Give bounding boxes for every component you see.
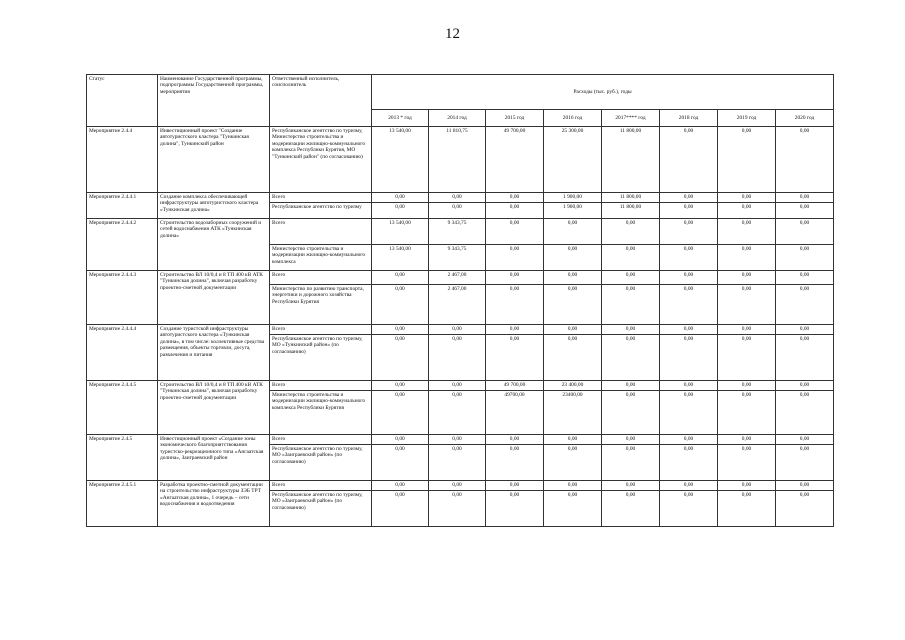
cell-value: 0,00 — [429, 481, 486, 491]
cell-executor: Всего — [270, 325, 372, 335]
cell-value: 0,00 — [602, 435, 660, 445]
cell-value: 0,00 — [544, 325, 602, 335]
table-row — [87, 381, 834, 391]
cell-value: 0,00 — [660, 203, 718, 219]
cell-value: 0,00 — [429, 491, 486, 527]
cell-value: 0,00 — [429, 325, 486, 335]
cell-value: 0,00 — [544, 481, 602, 491]
cell-name: Строительство ВЛ 10/0,4 и 8 ТП 400 кВ АТК "Тункинская долина", включая разработку проектно-сметной документации — [158, 381, 270, 435]
cell-status: Мероприятие 2.4.4 — [87, 127, 158, 193]
cell-executor: Министерство строительства и модернизации жилищно-коммунального комплекса Республики Бурятия — [270, 391, 372, 435]
cell-value: 0,00 — [602, 271, 660, 285]
cell-value: 0,00 — [718, 271, 776, 285]
cell-value: 0,00 — [718, 391, 776, 435]
cell-value: 0,00 — [776, 391, 834, 435]
table-row — [87, 127, 834, 193]
page-number: 12 — [445, 26, 460, 42]
cell-value: 0,00 — [660, 325, 718, 335]
budget-table — [86, 74, 834, 527]
cell-value: 2 467,00 — [429, 271, 486, 285]
cell-value: 0,00 — [718, 219, 776, 245]
cell-executor: Республиканское агентство по туризму — [270, 203, 372, 219]
cell-value: 0,00 — [718, 325, 776, 335]
cell-value: 11 800,00 — [602, 193, 660, 203]
cell-value: 0,00 — [718, 127, 776, 193]
cell-executor: Всего — [270, 381, 372, 391]
cell-value: 0,00 — [486, 245, 544, 271]
cell-value: 0,00 — [660, 193, 718, 203]
table-row — [87, 193, 834, 203]
cell-value: 0,00 — [486, 193, 544, 203]
cell-value: 0,00 — [776, 481, 834, 491]
cell-executor: Республиканское агентство по туризму, МО «Заиграевский район» (по согласованию) — [270, 445, 372, 481]
cell-value: 0,00 — [544, 445, 602, 481]
cell-value: 11 800,00 — [602, 127, 660, 193]
table-row — [87, 435, 834, 445]
cell-value: 0,00 — [602, 481, 660, 491]
cell-value: 0,00 — [372, 193, 429, 203]
cell-executor: Республиканское агентство по туризму, МО «Тункинский район» (по согласованию) — [270, 335, 372, 381]
cell-name: Строительство водозаборных сооружений и сетей водоснабжения АТК «Тункинская долина» — [158, 219, 270, 271]
header-executor: Ответственный исполнитель, соисполнитель — [270, 75, 372, 127]
table-row — [87, 271, 834, 285]
cell-value: 0,00 — [372, 435, 429, 445]
cell-value: 0,00 — [660, 481, 718, 491]
cell-value: 13 540,00 — [372, 245, 429, 271]
cell-value: 0,00 — [429, 381, 486, 391]
cell-value: 0,00 — [718, 435, 776, 445]
cell-value: 0,00 — [660, 271, 718, 285]
header-expenses: Расходы (тыс. руб.), годы — [372, 75, 834, 110]
cell-value: 0,00 — [602, 285, 660, 325]
cell-status: Мероприятие 2.4.5 — [87, 435, 158, 481]
cell-value: 0,00 — [486, 491, 544, 527]
cell-executor: Всего — [270, 193, 372, 203]
cell-value: 0,00 — [718, 203, 776, 219]
cell-value: 0,00 — [602, 219, 660, 245]
cell-value: 0,00 — [544, 335, 602, 381]
cell-value: 0,00 — [544, 491, 602, 527]
cell-status: Мероприятие 2.4.4.5 — [87, 381, 158, 435]
header-year: 2017**** год — [602, 110, 660, 127]
cell-value: 9 343,75 — [429, 245, 486, 271]
cell-value: 0,00 — [776, 381, 834, 391]
cell-value: 0,00 — [372, 203, 429, 219]
cell-value: 11 810,75 — [429, 127, 486, 193]
header-year: 2014 год — [429, 110, 486, 127]
cell-value: 49 700,00 — [486, 127, 544, 193]
cell-value: 0,00 — [486, 203, 544, 219]
cell-name: Разработка проектно-сметной документации на строительство инфраструктуры ЗЭБ ТРТ «Ангаатская долина», 1 очередь – сети водоснабжения и водоотведения — [158, 481, 270, 527]
cell-value: 0,00 — [372, 271, 429, 285]
cell-value: 0,00 — [718, 491, 776, 527]
cell-value: 0,00 — [429, 335, 486, 381]
cell-executor: Всего — [270, 481, 372, 491]
cell-name: Создание туристской инфраструктуры автотуристского кластера «Тункинская долина», в том числе: коллективные средства размещения, объекты торговли, досуга, развлечения и питания — [158, 325, 270, 381]
cell-value: 0,00 — [776, 335, 834, 381]
cell-executor: Всего — [270, 271, 372, 285]
cell-value: 0,00 — [718, 445, 776, 481]
cell-value: 0,00 — [660, 335, 718, 381]
cell-status: Мероприятие 2.4.5.1 — [87, 481, 158, 527]
cell-value: 2 467,00 — [429, 285, 486, 325]
table-row — [87, 481, 834, 491]
header-year: 2020 год — [776, 110, 834, 127]
cell-value: 0,00 — [429, 391, 486, 435]
header-year: 2016 год — [544, 110, 602, 127]
cell-value: 0,00 — [486, 285, 544, 325]
cell-value: 0,00 — [718, 381, 776, 391]
cell-value: 0,00 — [602, 245, 660, 271]
cell-value: 0,00 — [544, 245, 602, 271]
cell-status: Мероприятие 2.4.4.2 — [87, 219, 158, 271]
cell-value: 0,00 — [372, 445, 429, 481]
cell-value: 0,00 — [602, 335, 660, 381]
cell-value: 0,00 — [776, 491, 834, 527]
header-year: 2019 год — [718, 110, 776, 127]
cell-value: 0,00 — [429, 445, 486, 481]
cell-executor: Министерство строительства и модернизации жилищно-коммунального комплекса — [270, 245, 372, 271]
cell-value: 0,00 — [602, 391, 660, 435]
cell-value: 25 300,00 — [544, 127, 602, 193]
cell-value: 23400,00 — [544, 391, 602, 435]
cell-value: 0,00 — [486, 335, 544, 381]
cell-value: 0,00 — [544, 285, 602, 325]
cell-value: 0,00 — [429, 435, 486, 445]
header-year: 2018 год — [660, 110, 718, 127]
cell-value: 11 800,00 — [602, 203, 660, 219]
cell-value: 0,00 — [486, 219, 544, 245]
cell-status: Мероприятие 2.4.4.4 — [87, 325, 158, 381]
cell-value: 0,00 — [602, 491, 660, 527]
cell-name: Инвестиционный проект «Создание зоны экономического благоприятствования туристско-рекреационного типа «Ангаатская долина», Заиграевский район — [158, 435, 270, 481]
cell-value: 0,00 — [602, 325, 660, 335]
cell-value: 49700,00 — [486, 391, 544, 435]
cell-value: 0,00 — [486, 271, 544, 285]
cell-value: 23 400,00 — [544, 381, 602, 391]
cell-value: 0,00 — [660, 381, 718, 391]
cell-name: Инвестиционный проект "Создание автотуристского кластера "Тункинская долина", Тункинский район — [158, 127, 270, 193]
cell-value: 0,00 — [776, 271, 834, 285]
header-name: Наименование Государственной программы, подпрограммы Государственной программы, мероприятия — [158, 75, 270, 127]
cell-value: 0,00 — [372, 491, 429, 527]
cell-value: 0,00 — [718, 193, 776, 203]
cell-executor: Республиканское агентство по туризму, МО «Заиграевский район» (по согласованию) — [270, 491, 372, 527]
cell-value: 49 700,00 — [486, 381, 544, 391]
table-row — [87, 219, 834, 245]
cell-value: 1 900,00 — [544, 203, 602, 219]
cell-value: 0,00 — [776, 127, 834, 193]
cell-executor: Республиканское агентство по туризму, Министерство строительства и модернизации жилищно-коммунального комплекса Республики Бурятия, МО "Тункинский район" (по согласованию) — [270, 127, 372, 193]
cell-value: 0,00 — [544, 271, 602, 285]
cell-value: 0,00 — [660, 127, 718, 193]
cell-value: 0,00 — [429, 203, 486, 219]
cell-value: 0,00 — [372, 325, 429, 335]
cell-value: 0,00 — [660, 245, 718, 271]
header-year: 2013 * год — [372, 110, 429, 127]
cell-value: 0,00 — [718, 285, 776, 325]
cell-value: 0,00 — [776, 435, 834, 445]
cell-value: 0,00 — [372, 335, 429, 381]
cell-value: 0,00 — [660, 491, 718, 527]
cell-value: 0,00 — [372, 481, 429, 491]
cell-name: Создание комплекса обеспечивающей инфраструктуры автотуристского кластера «Тункинская долина» — [158, 193, 270, 219]
cell-value: 0,00 — [544, 435, 602, 445]
cell-status: Мероприятие 2.4.4.1 — [87, 193, 158, 219]
cell-value: 0,00 — [660, 391, 718, 435]
table-body — [87, 127, 834, 527]
cell-value: 0,00 — [486, 445, 544, 481]
cell-value: 0,00 — [429, 193, 486, 203]
cell-value: 0,00 — [486, 435, 544, 445]
cell-value: 0,00 — [486, 481, 544, 491]
cell-value: 0,00 — [660, 285, 718, 325]
cell-value: 0,00 — [718, 245, 776, 271]
cell-value: 0,00 — [602, 445, 660, 481]
cell-value: 9 343,75 — [429, 219, 486, 245]
cell-value: 0,00 — [776, 325, 834, 335]
cell-executor: Всего — [270, 435, 372, 445]
cell-value: 13 540,00 — [372, 127, 429, 193]
cell-value: 0,00 — [372, 285, 429, 325]
cell-value: 0,00 — [602, 381, 660, 391]
header-status: Статус — [87, 75, 158, 127]
cell-name: Строительство ВЛ 10/0,4 и 8 ТП 400 кВ АТК "Тункинская долина", включая разработку проектно-сметной документации — [158, 271, 270, 325]
cell-value: 0,00 — [718, 481, 776, 491]
cell-executor: Министерство по развитию транспорта, энергетики и дорожного хозяйства Республики Бурятия — [270, 285, 372, 325]
table-row — [87, 325, 834, 335]
cell-value: 0,00 — [660, 219, 718, 245]
cell-executor: Всего — [270, 219, 372, 245]
cell-value: 0,00 — [660, 435, 718, 445]
cell-value: 13 540,00 — [372, 219, 429, 245]
cell-value: 0,00 — [718, 335, 776, 381]
cell-value: 0,00 — [776, 245, 834, 271]
cell-value: 0,00 — [776, 219, 834, 245]
cell-value: 0,00 — [776, 285, 834, 325]
header-year: 2015 год — [486, 110, 544, 127]
cell-value: 0,00 — [372, 391, 429, 435]
cell-value: 0,00 — [372, 381, 429, 391]
cell-value: 0,00 — [660, 445, 718, 481]
cell-value: 0,00 — [544, 219, 602, 245]
cell-status: Мероприятие 2.4.4.3 — [87, 271, 158, 325]
cell-value: 0,00 — [776, 203, 834, 219]
cell-value: 1 900,00 — [544, 193, 602, 203]
cell-value: 0,00 — [776, 445, 834, 481]
cell-value: 0,00 — [776, 193, 834, 203]
cell-value: 0,00 — [486, 325, 544, 335]
